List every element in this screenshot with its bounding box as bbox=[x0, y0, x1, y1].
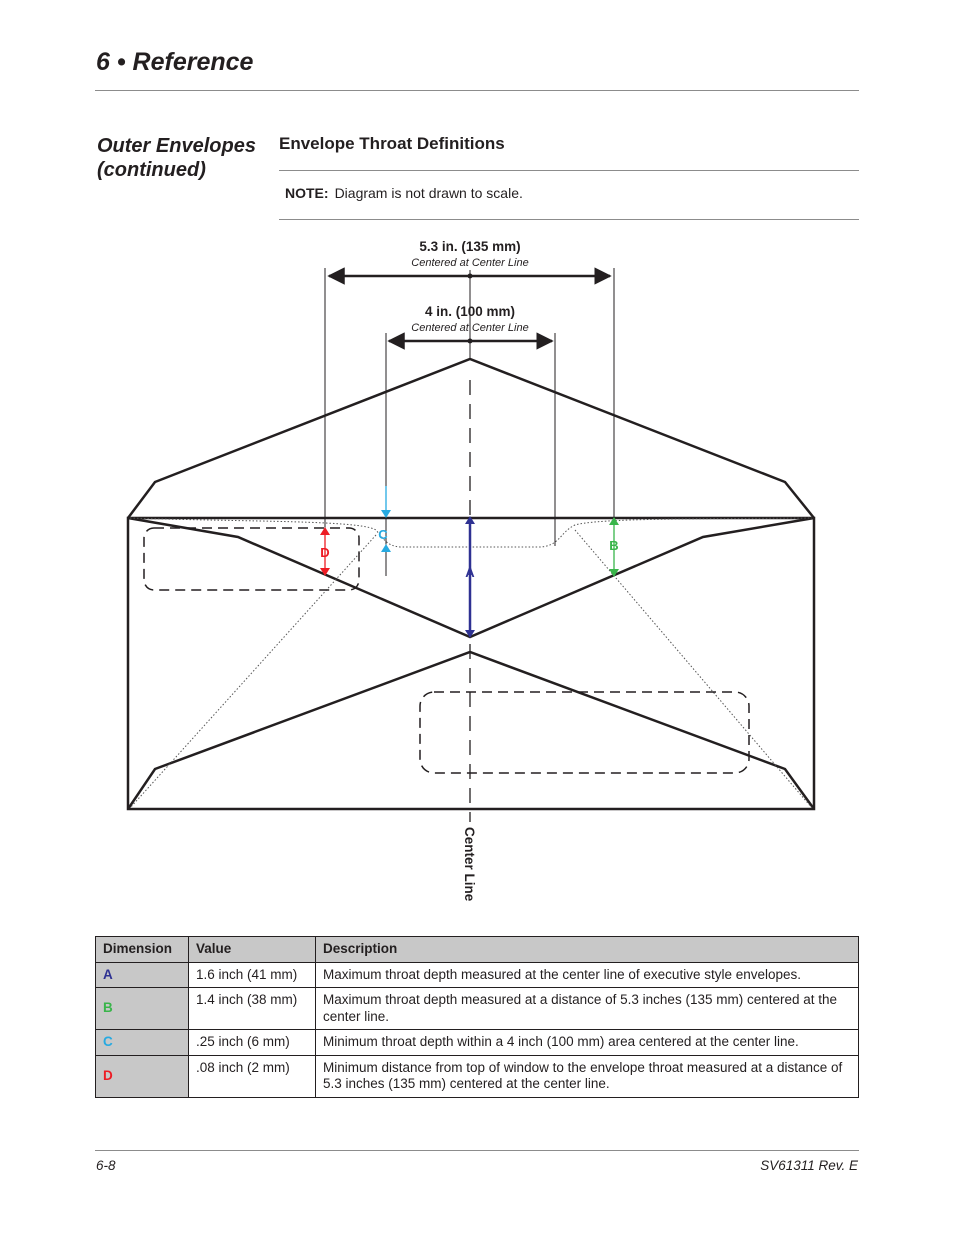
row-value: 1.4 inch (38 mm) bbox=[189, 988, 316, 1030]
dim-outer-label: 5.3 in. (135 mm) bbox=[419, 239, 521, 254]
dimension-d-marker bbox=[320, 527, 330, 576]
dimension-b-marker bbox=[609, 517, 619, 577]
row-value: .25 inch (6 mm) bbox=[189, 1030, 316, 1056]
center-line-label: Center Line bbox=[462, 827, 477, 902]
row-dimension: B bbox=[96, 988, 189, 1030]
document-id: SV61311 Rev. E bbox=[760, 1158, 858, 1173]
table-header-row bbox=[96, 937, 859, 963]
row-value: 1.6 inch (41 mm) bbox=[189, 962, 316, 988]
col-value: Value bbox=[189, 937, 316, 963]
marker-b-label: B bbox=[609, 538, 619, 553]
marker-c-label: C bbox=[378, 527, 388, 542]
envelope-bottom-flap bbox=[128, 652, 814, 809]
row-dimension: D bbox=[96, 1055, 189, 1097]
footer-rule bbox=[95, 1150, 859, 1151]
subsection-title: Envelope Throat Definitions bbox=[279, 134, 505, 153]
table-row bbox=[96, 962, 859, 988]
row-description: Maximum throat depth measured at a distance of 5.3 inches (135 mm) centered at the center line. bbox=[316, 988, 859, 1030]
row-description: Maximum throat depth measured at the center line of executive style envelopes. bbox=[316, 962, 859, 988]
row-dimension: A bbox=[96, 962, 189, 988]
dimension-a-marker bbox=[465, 516, 475, 638]
dim-outer-sublabel: Centered at Center Line bbox=[411, 257, 529, 269]
center-dot-outer bbox=[468, 274, 473, 279]
marker-d-label: D bbox=[320, 545, 330, 560]
section-title: Outer Envelopes (continued) bbox=[97, 135, 256, 181]
page-number: 6-8 bbox=[96, 1158, 116, 1173]
row-dimension: C bbox=[96, 1030, 189, 1056]
table-row bbox=[96, 1055, 859, 1097]
row-description: Minimum throat depth within a 4 inch (100 mm) area centered at the center line. bbox=[316, 1030, 859, 1056]
center-dot-inner bbox=[468, 339, 473, 344]
row-description: Minimum distance from top of window to the envelope throat measured at a distance of 5.3 inches (135 mm) centered at the center line. bbox=[316, 1055, 859, 1097]
dim-inner-sublabel: Centered at Center Line bbox=[411, 322, 529, 334]
throat-definitions-table bbox=[95, 936, 859, 1098]
envelope-top-flap bbox=[128, 359, 814, 518]
col-dimension: Dimension bbox=[96, 937, 189, 963]
col-description: Description bbox=[316, 937, 859, 963]
table-row bbox=[96, 1030, 859, 1056]
row-value: .08 inch (2 mm) bbox=[189, 1055, 316, 1097]
marker-a-label: A bbox=[465, 565, 475, 580]
note-label: NOTE: bbox=[285, 185, 329, 201]
table-row bbox=[96, 988, 859, 1030]
dim-inner-label: 4 in. (100 mm) bbox=[424, 304, 516, 319]
chapter-title: 6 • Reference bbox=[96, 48, 254, 76]
note-text: Diagram is not drawn to scale. bbox=[334, 185, 523, 201]
fold-dotted-left bbox=[130, 535, 376, 808]
